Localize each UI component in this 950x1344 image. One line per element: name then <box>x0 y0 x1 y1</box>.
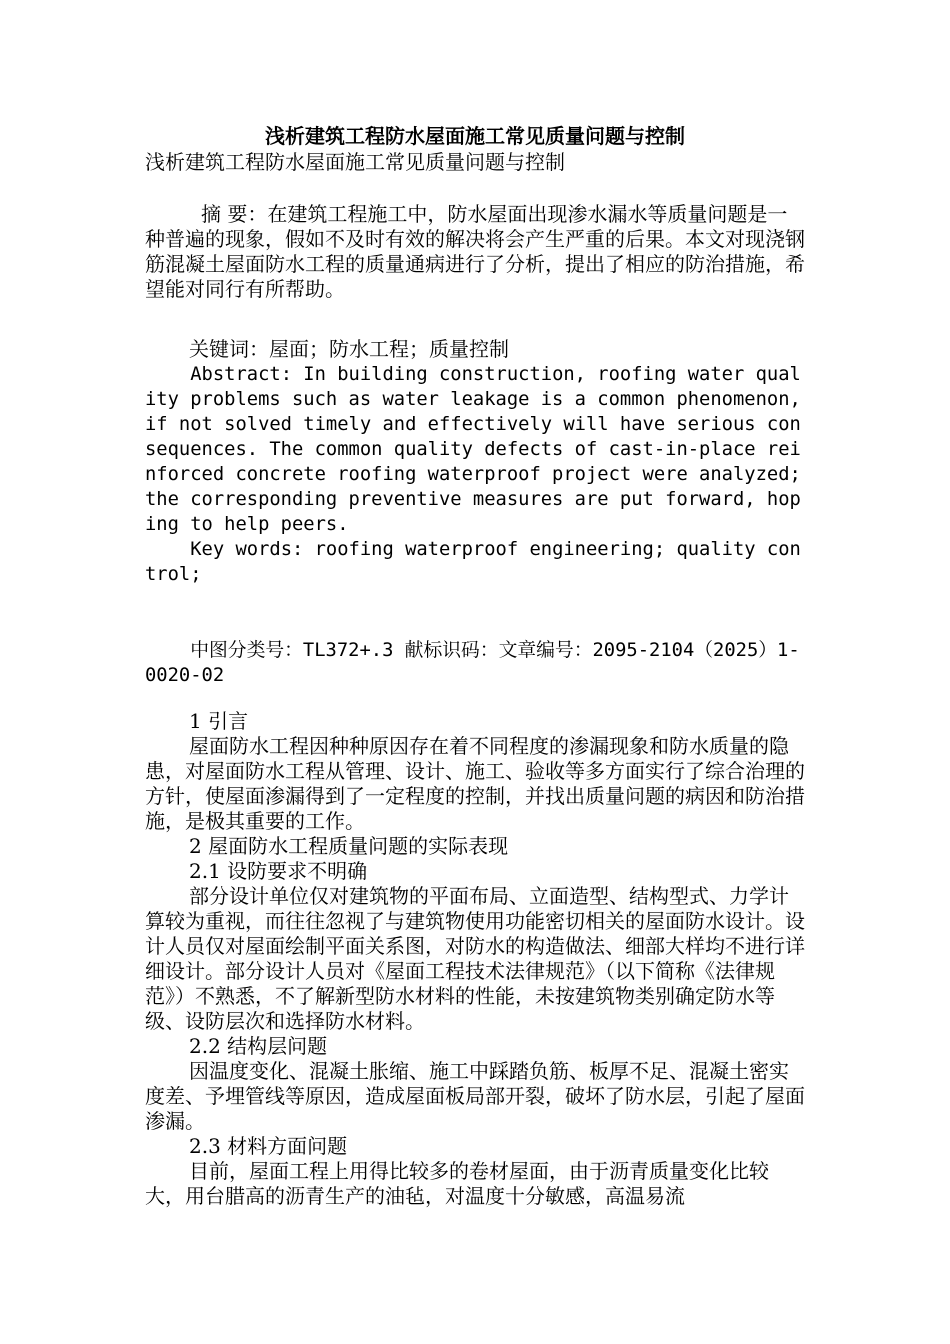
section-heading-2-1: 2.1 设防要求不明确 <box>189 859 368 883</box>
spacer <box>145 688 805 709</box>
paragraph-2-3: 目前，屋面工程上用得比较多的卷材屋面，由于沥青质量变化比较大，用台腊高的沥青生产的油毡，对温度十分敏感，高温易流 <box>145 1159 769 1208</box>
keywords-chinese: 关键词：屋面；防水工程；质量控制 <box>189 337 509 361</box>
document-title: 浅析建筑工程防水屋面施工常见质量问题与控制 <box>265 124 685 148</box>
section-heading-2-3: 2.3 材料方面问题 <box>189 1134 348 1158</box>
spacer <box>145 175 805 202</box>
abstract-chinese: 摘 要：在建筑工程施工中，防水屋面出现渗水漏水等质量问题是一种普遍的现象，假如不及时有效的解决将会产生严重的后果。本文对现浇钢筋混凝土屋面防水工程的质量通病进行了分析，提出了相应的防治措施，希望能对同行有所帮助。 <box>145 202 805 301</box>
document-subtitle: 浅析建筑工程防水屋面施工常见质量问题与控制 <box>145 150 565 174</box>
paragraph-2-2: 因温度变化、混凝土胀缩、施工中踩踏负筋、板厚不足、混凝土密实度差、予埋管线等原因，造成屋面板局部开裂，破坏了防水层，引起了屋面渗漏。 <box>145 1059 805 1133</box>
keywords-english: Key words: roofing waterproof engineering; quality control; <box>145 539 801 585</box>
spacer <box>145 302 805 337</box>
section-heading-2-2: 2.2 结构层问题 <box>189 1034 328 1058</box>
section-heading-intro: 1 引言 <box>189 709 249 733</box>
classification-line: 中图分类号：TL372+.3 献标识码：文章编号：2095-2104（2025）1-0020-02 <box>145 640 800 686</box>
abstract-english: Abstract: In building construction, roofing water quality problems such as water leakage is a common phenomenon, if not solved timely and effectively will have serious consequences. The common quality defects of cast-in-place reinforced concrete roofing waterproof project were analyzed; the corresponding preventive measures are put forward, hoping to help peers. <box>145 364 813 535</box>
paragraph-2-1: 部分设计单位仅对建筑物的平面布局、立面造型、结构型式、力学计算较为重视，而往往忽视了与建筑物使用功能密切相关的屋面防水设计。设计人员仅对屋面绘制平面关系图，对防水的构造做法、细部大样均不进行详细设计。部分设计人员对《屋面工程技术法律规范》（以下简称《法律规范》）不熟悉，不了解新型防水材料的性能，未按建筑物类别确定防水等级、设防层次和选择防水材料。 <box>145 884 805 1033</box>
paragraph-intro: 屋面防水工程因种种原因存在着不同程度的渗漏现象和防水质量的隐患，对屋面防水工程从管理、设计、施工、验收等多方面实行了综合治理的方针，使屋面渗漏得到了一定程度的控制，并找出质量问题的病因和防治措施，是极其重要的工作。 <box>145 734 805 833</box>
document-page <box>145 122 813 1209</box>
spacer <box>145 587 805 638</box>
section-heading-2: 2 屋面防水工程质量问题的实际表现 <box>189 834 509 858</box>
